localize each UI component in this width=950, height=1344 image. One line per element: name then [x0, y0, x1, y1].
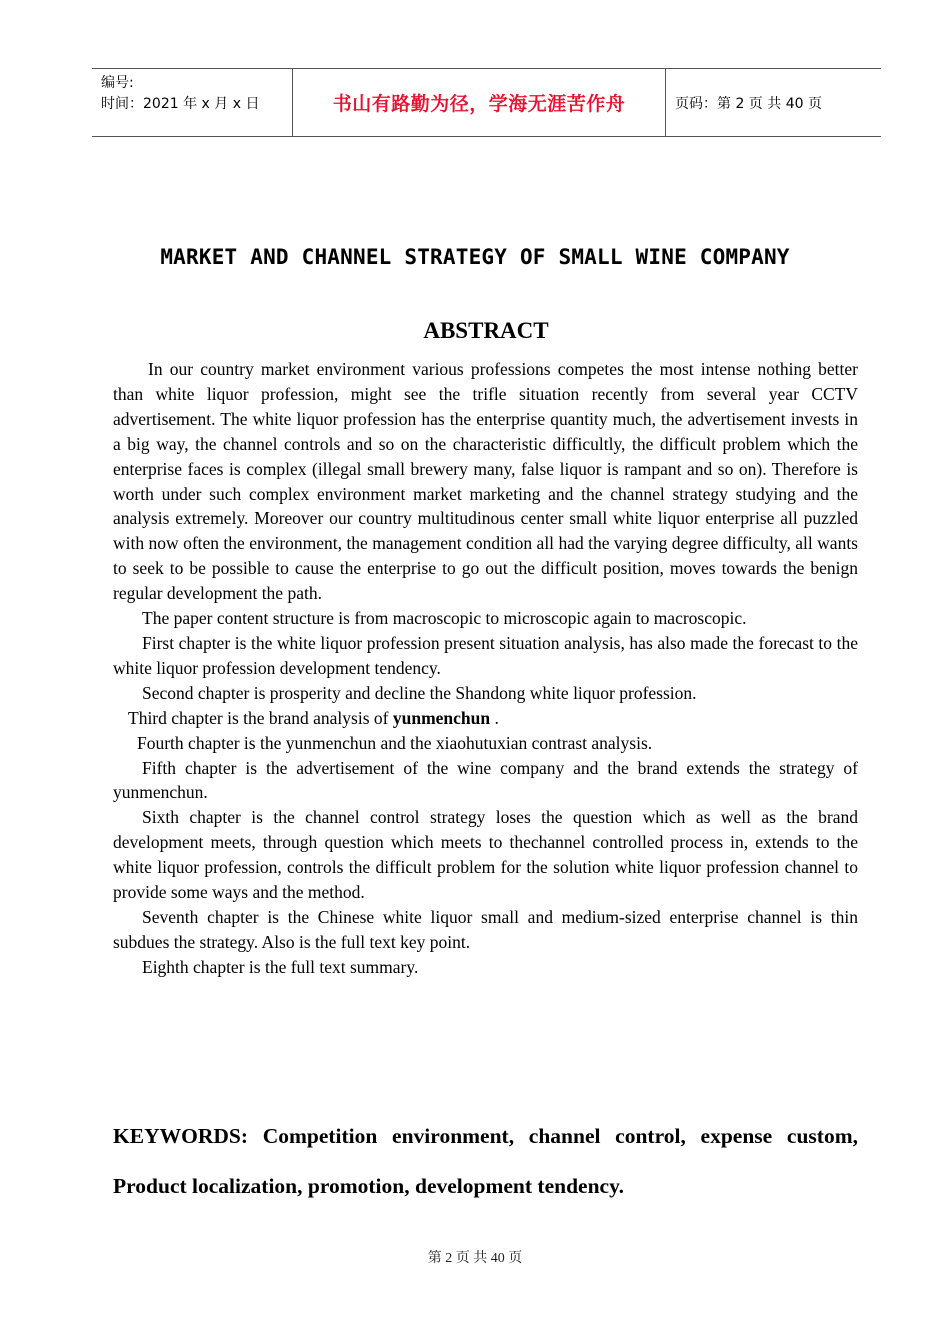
abstract-heading: ABSTRACT: [423, 318, 549, 343]
page-header: [92, 68, 881, 137]
paragraph: The paper content structure is from macroscopic to microscopic again to macroscopic.: [142, 608, 747, 629]
header-code-label: 编号:: [101, 75, 134, 91]
paragraph-text: .: [490, 707, 499, 728]
paragraph: Fifth chapter is the advertisement of the wine company and the brand extends the strategy of yunmenchun.: [113, 757, 858, 803]
paragraph: Fourth chapter is the yunmenchun and the xiaohutuxian contrast analysis.: [137, 732, 653, 753]
paragraph: First chapter is the white liquor profession present situation analysis, has also made the forecast to the white liquor profession development tendency.: [113, 632, 858, 678]
paragraph: Second chapter is prosperity and decline the Shandong white liquor profession.: [142, 682, 697, 703]
paragraph: Sixth chapter is the channel control strategy loses the question which as well as the brand development meets, through question which meets to thechannel controlled process in, extends to the white liquor profession, controls the difficult problem for the solution white liquor profession channel to provide some ways and the method.: [113, 807, 858, 903]
document-title: MARKET AND CHANNEL STRATEGY OF SMALL WINE COMPANY: [160, 245, 790, 269]
paragraph-text: Third chapter is the brand analysis of: [128, 707, 393, 728]
paragraph: Eighth chapter is the full text summary.: [142, 956, 419, 977]
header-meta: [92, 69, 293, 136]
header-motto: 书山有路勤为径，学海无涯苦作舟: [293, 69, 666, 136]
keywords: KEYWORDS: Competition environment, channel control, expense custom, Product localization, promotion, development tendency.: [113, 1124, 858, 1198]
page-footer: 第 2 页 共 40 页: [427, 1251, 523, 1266]
paragraph: [113, 706, 858, 731]
brand-name: yunmenchun: [392, 707, 491, 728]
header-time-label: 时间：2021 年 x 月 x 日: [101, 96, 260, 112]
paragraph: Seventh chapter is the Chinese white liquor small and medium-sized enterprise channel is thin subdues the strategy. Also is the full text key point.: [113, 906, 858, 952]
paragraph: In our country market environment various professions competes the most intense nothing better than white liquor profession, might see the trifle situation recently from several year CCTV advertisement. The white liquor profession has the enterprise quantity much, the advertisement invests in a big way, the channel controls and so on the characteristic difficultly, the difficult problem which the enterprise faces is complex (illegal small brewery many, false liquor is rampant and so on). Therefore is worth under such complex environment market marketing and the channel strategy studying and the analysis extremely. Moreover our country multitudinous center small white liquor enterprise all puzzled with now often the environment, the management condition all had the varying degree difficulty, all wants to seek to be possible to cause the enterprise to go out the difficult position, moves towards the benign regular development the path.: [113, 359, 858, 604]
abstract-body: [113, 357, 858, 980]
header-page-label: 页码：第 2 页 共 40 页: [675, 95, 822, 112]
